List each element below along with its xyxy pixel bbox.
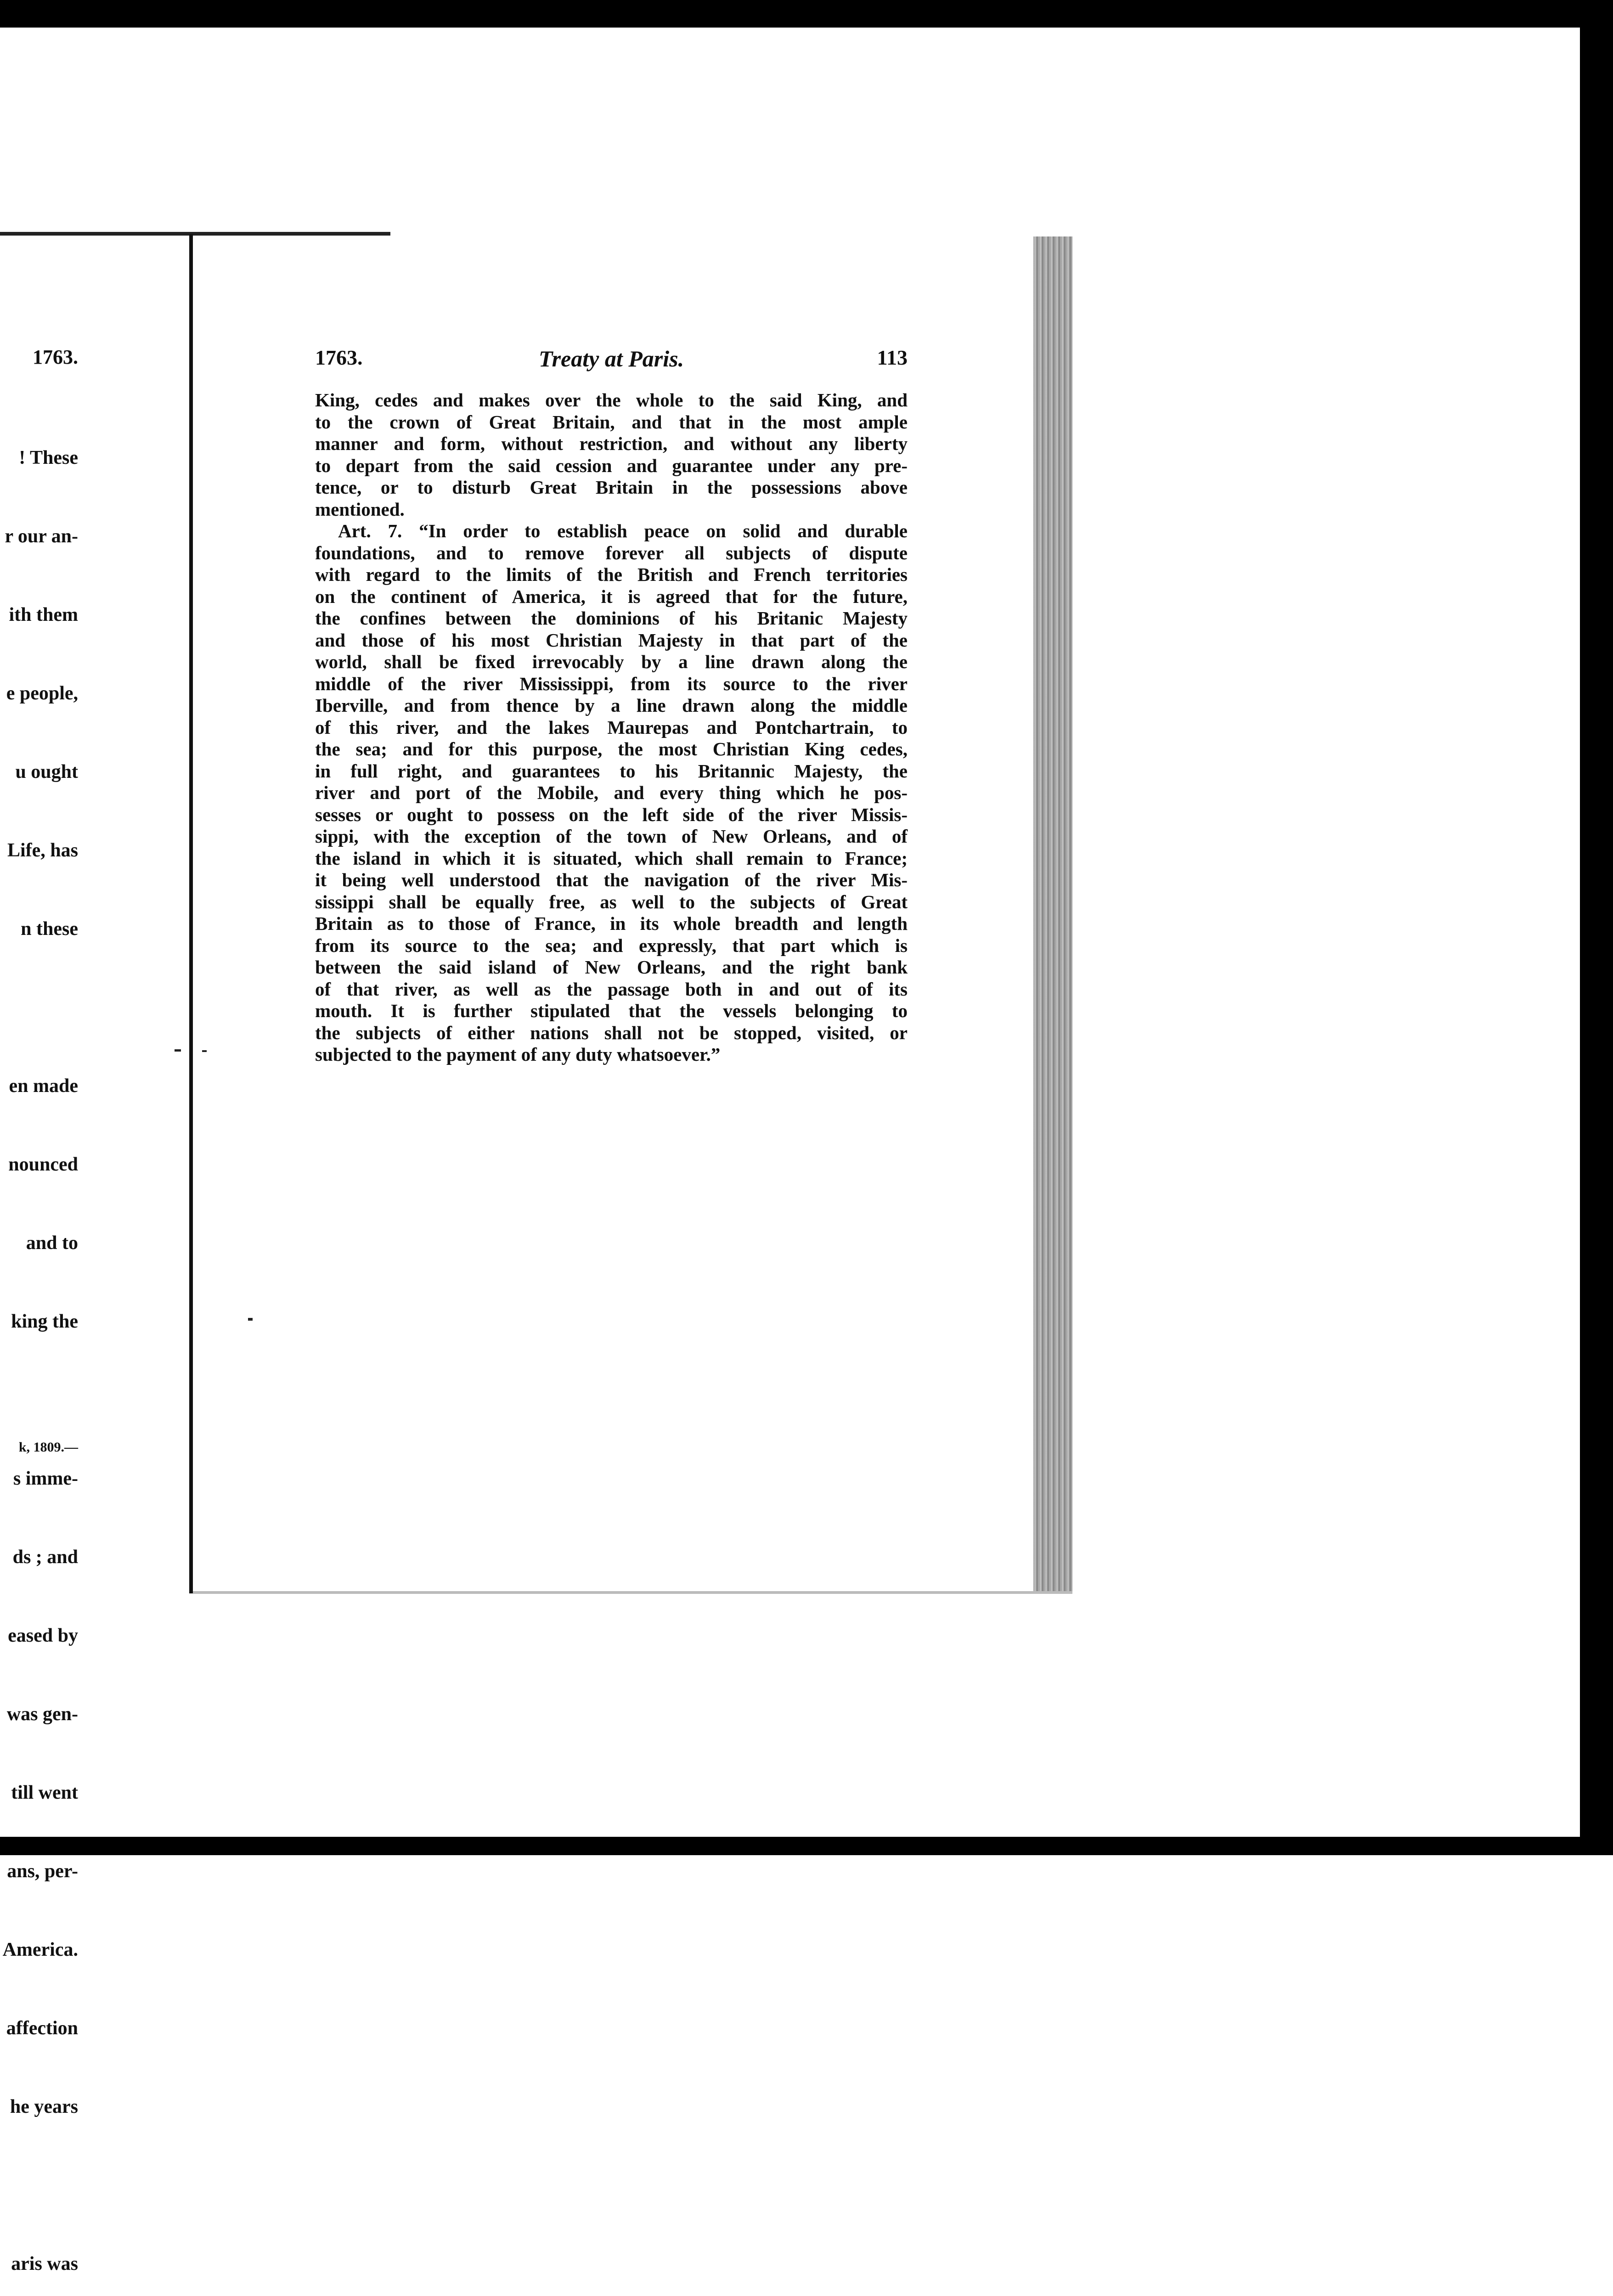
text-line: sissippi shall be equally free, as well to the subjects of Great xyxy=(315,891,908,912)
scan-speck xyxy=(175,1049,181,1052)
scan-border-top xyxy=(0,0,1613,28)
text-line: King, cedes and makes over the whole to the said King, and xyxy=(315,389,908,411)
left-line: ! These xyxy=(19,447,78,468)
left-line: Life, has xyxy=(7,840,78,861)
text-line: the island in which it is situated, which shall remain to France; xyxy=(315,847,908,869)
text-line: subjected to the payment of any duty whatsoever.” xyxy=(315,1044,721,1065)
text-line: world, shall be fixed irrevocably by a line drawn along the xyxy=(315,651,908,672)
left-line: was gen- xyxy=(6,1704,78,1725)
left-line: ans, per- xyxy=(7,1861,78,1882)
left-line: e people, xyxy=(6,683,78,704)
running-head-year: 1763. xyxy=(315,346,363,369)
text-line: river and port of the Mobile, and every thing which he pos- xyxy=(315,782,908,803)
left-line: s imme- xyxy=(13,1468,78,1489)
scan-border-right xyxy=(1580,0,1613,1855)
scan-speck xyxy=(248,1318,253,1321)
left-line: king the xyxy=(11,1311,78,1332)
page-stack-edge xyxy=(1033,236,1072,1591)
text-line: from its source to the sea; and expressly, that part which is xyxy=(315,934,908,956)
scan-speck xyxy=(202,1050,207,1052)
text-line: with regard to the limits of the British and French territories xyxy=(315,564,908,585)
left-line: till went xyxy=(11,1782,78,1803)
left-line: u ought xyxy=(15,761,78,782)
text-line: on the continent of America, it is agreed that for the future, xyxy=(315,585,908,607)
page-bottom-edge xyxy=(193,1591,1072,1594)
text-line: mentioned. xyxy=(315,498,405,520)
scan-border-bottom xyxy=(0,1837,1613,1855)
text-line: tence, or to disturb Great Britain in the possessions above xyxy=(315,477,908,498)
left-line: eased by xyxy=(8,1625,78,1646)
running-head xyxy=(315,345,908,373)
left-line-gap xyxy=(0,995,78,1021)
text-line: it being well understood that the navigation of the river Mis- xyxy=(315,869,908,890)
left-line: r our an- xyxy=(5,526,78,547)
text-line: manner and form, without restriction, and without any liberty xyxy=(315,433,908,454)
left-line: aris was xyxy=(11,2253,78,2274)
article-7-first-line: Art. 7. “In order to establish peace on solid and durable xyxy=(338,520,908,541)
text-line: Iberville, and from thence by a line drawn along the middle xyxy=(315,695,908,716)
text-line: of that river, as well as the passage both in and out of its xyxy=(315,978,908,1000)
text-line: to the crown of Great Britain, and that in the most ample xyxy=(315,411,908,433)
text-line: in full right, and guarantees to his Britannic Majesty, the xyxy=(315,760,908,782)
left-line: and to xyxy=(26,1232,78,1254)
text-line: sippi, with the exception of the town of New Orleans, and of xyxy=(315,826,908,847)
text-line: of this river, and the lakes Maurepas and Pontchartrain, to xyxy=(315,716,908,738)
running-head-title: Treaty at Paris. xyxy=(538,346,684,371)
text-line: the confines between the dominions of his Britanic Majesty xyxy=(315,608,908,629)
text-line: and those of his most Christian Majesty in that part of the xyxy=(315,629,908,651)
text-line: mouth. It is further stipulated that the vessels belonging to xyxy=(315,1000,908,1021)
text-line: Britain as to those of France, in its whole breadth and length xyxy=(315,913,908,934)
left-line: en made xyxy=(9,1075,78,1097)
text-line: middle of the river Mississippi, from its source to the river xyxy=(315,673,908,694)
left-line: n these xyxy=(21,918,78,940)
book-gutter xyxy=(189,234,193,1593)
left-line: America. xyxy=(2,1939,78,1960)
left-page-text xyxy=(0,393,78,2296)
left-line: ds ; and xyxy=(12,1547,78,1568)
left-line-gap xyxy=(0,2172,78,2199)
text-line: to depart from the said cession and guarantee under any pre- xyxy=(315,455,908,476)
left-line: affection xyxy=(6,2018,78,2039)
text-line: the subjects of either nations shall not be stopped, visited, or xyxy=(315,1022,908,1043)
text-line: the sea; and for this purpose, the most Christian King cedes, xyxy=(315,738,908,760)
left-line: he years xyxy=(10,2096,78,2117)
left-page-header-year: 1763. xyxy=(33,346,78,368)
text-line: foundations, and to remove forever all subjects of dispute xyxy=(315,542,908,563)
left-page-top-edge xyxy=(0,232,390,236)
text-line: sesses or ought to possess on the left side of the river Missis- xyxy=(315,804,908,825)
left-line: nounced xyxy=(8,1154,78,1175)
left-line-gap xyxy=(0,1387,78,1413)
left-line: ith them xyxy=(9,604,78,625)
body-text xyxy=(315,389,908,1066)
left-page-footnote: k, 1809.— xyxy=(18,1440,78,1455)
page-number: 113 xyxy=(877,346,908,369)
text-line: between the said island of New Orleans, and the right bank xyxy=(315,957,908,978)
